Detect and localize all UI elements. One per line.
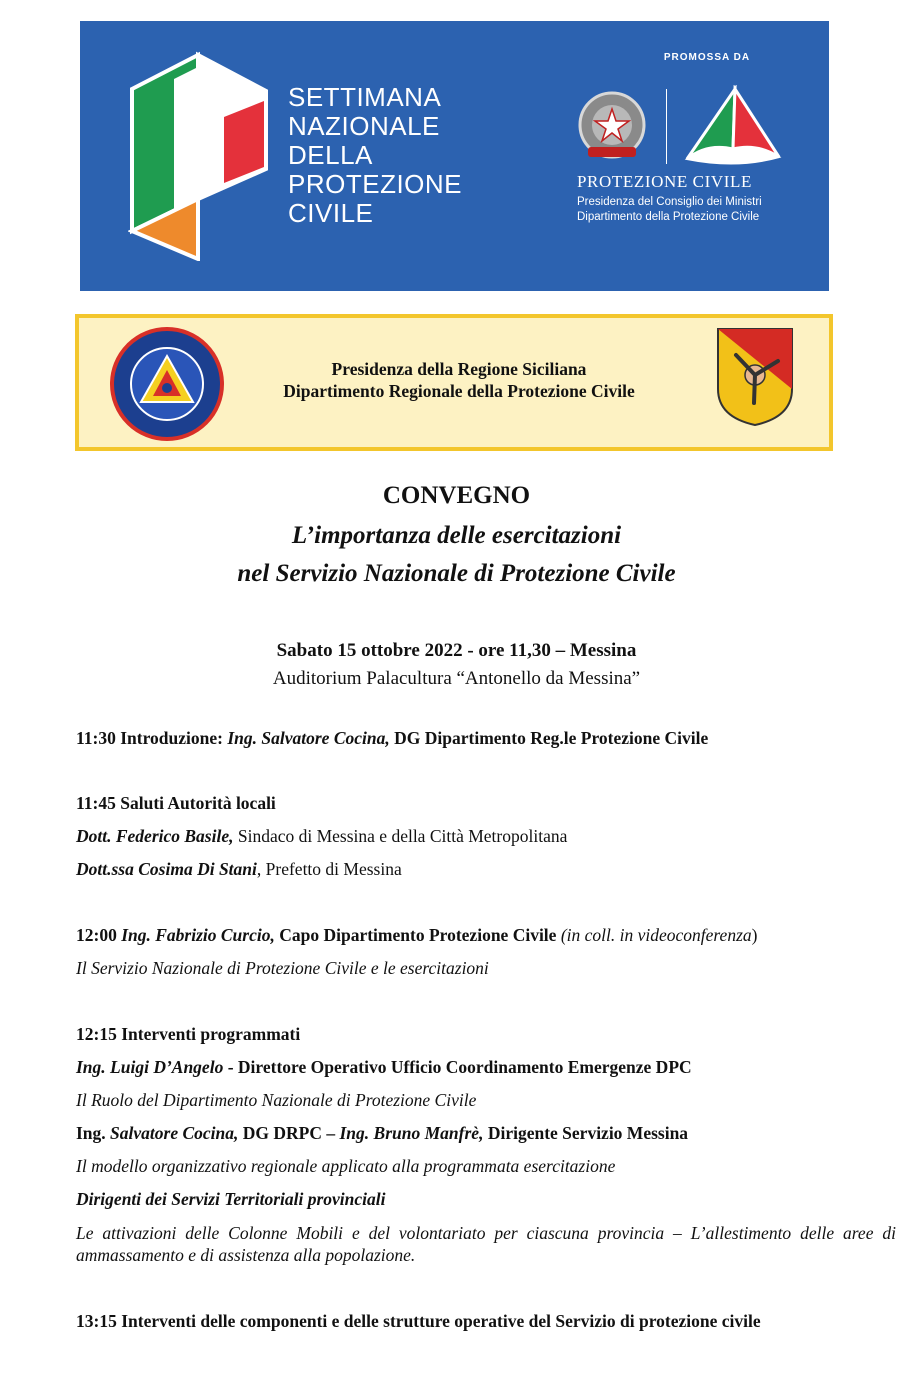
program-1215-topic-c: Le attivazioni delle Colonne Mobili e del volontariato per ciascuna provincia – L’allestimento delle aree di ammassamento e di assistenza alla popolazione. <box>76 1223 896 1265</box>
program-1215-speaker-c: Dirigenti dei Servizi Territoriali provinciali <box>76 1189 386 1209</box>
regional-pc-badge-icon <box>109 326 225 442</box>
logo-divider <box>666 89 667 164</box>
republic-emblem-icon <box>574 89 650 165</box>
program-1215-speaker-a <box>76 1057 692 1078</box>
time-1200: 12:00 <box>76 925 117 945</box>
program-1215-topic-b: Il modello organizzativo regionale applicato alla programmata esercitazione <box>76 1156 616 1176</box>
protezione-civile-logo-icon <box>677 85 783 167</box>
pc-subtitle-1: Presidenza del Consiglio dei Ministri <box>577 196 762 208</box>
event-date: Sabato 15 ottobre 2022 - ore 11,30 – Messina <box>276 640 637 661</box>
promoted-by-label: PROMOSSA DA <box>663 52 751 63</box>
speaker-name: Ing. Salvatore Cocina, <box>227 728 390 748</box>
banner-title-line-4: PROTEZIONE <box>288 169 463 199</box>
speaker-role: Capo Dipartimento Protezione Civile <box>279 925 557 945</box>
region-line-1: Presidenza della Regione Siciliana <box>331 359 587 379</box>
program-1315: 13:15 Interventi delle componenti e delle strutture operative del Servizio di protezione civile <box>76 1311 761 1331</box>
banner-title-line-5: CIVILE <box>288 198 374 228</box>
speaker-name: Salvatore Cocina, <box>110 1123 239 1143</box>
speaker-note: (in coll. in videoconferenza <box>560 925 752 945</box>
pc-subtitle-2: Dipartimento della Protezione Civile <box>577 211 760 223</box>
speaker-name: Ing. Fabrizio Curcio, <box>121 925 275 945</box>
program-1145-head: 11:45 Saluti Autorità locali <box>76 793 276 813</box>
program-1145-speaker-1 <box>76 826 567 847</box>
program-1200 <box>76 925 757 946</box>
program-1215-head: 12:15 Interventi programmati <box>76 1024 301 1044</box>
region-banner <box>75 314 833 451</box>
sicily-coat-of-arms-icon <box>714 325 796 429</box>
event-title-line-1: L’importanza delle esercitazioni <box>291 522 622 549</box>
speaker-role: - Direttore Operativo Ufficio Coordinamento Emergenze DPC <box>223 1057 692 1077</box>
event-title-line-2: nel Servizio Nazionale di Protezione Civile <box>237 560 676 587</box>
speaker-role: DG Dipartimento Reg.le Protezione Civile <box>394 728 709 748</box>
speaker-name: Ing. Luigi D’Angelo <box>76 1057 224 1077</box>
region-line-2: Dipartimento Regionale della Protezione Civile <box>283 381 635 401</box>
time-1130: 11:30 Introduzione: <box>76 728 223 748</box>
pc-name: PROTEZIONE CIVILE <box>577 172 752 191</box>
speaker-name-2: Ing. Bruno Manfrè, <box>339 1123 484 1143</box>
settimana-logo-icon <box>128 49 270 261</box>
speaker-name: Dott.ssa Cosima Di Stani <box>76 859 257 879</box>
speaker-role: , Prefetto di Messina <box>256 859 402 879</box>
speaker-mid: DG DRPC – <box>238 1123 340 1143</box>
program-1215-topic-a: Il Ruolo del Dipartimento Nazionale di Protezione Civile <box>76 1090 477 1110</box>
program-1215-speaker-b <box>76 1123 688 1144</box>
banner-title-line-2: NAZIONALE <box>288 111 440 141</box>
speaker-name: Dott. Federico Basile, <box>76 826 234 846</box>
top-banner <box>80 21 829 291</box>
speaker-role: Dirigente Servizio Messina <box>483 1123 689 1143</box>
program-1130 <box>76 728 708 749</box>
speaker-role: Sindaco di Messina e della Città Metropolitana <box>237 826 568 846</box>
banner-title <box>288 83 462 228</box>
speaker-prefix: Ing. <box>76 1123 111 1143</box>
banner-title-line-1: SETTIMANA <box>288 82 442 112</box>
program-1200-topic: Il Servizio Nazionale di Protezione Civile e le esercitazioni <box>76 958 489 978</box>
speaker-note-close: ) <box>751 925 758 945</box>
event-type: CONVEGNO <box>382 482 531 509</box>
banner-title-line-3: DELLA <box>288 140 373 170</box>
event-venue: Auditorium Palacultura “Antonello da Messina” <box>272 668 641 689</box>
program-1145-speaker-2 <box>76 859 402 880</box>
